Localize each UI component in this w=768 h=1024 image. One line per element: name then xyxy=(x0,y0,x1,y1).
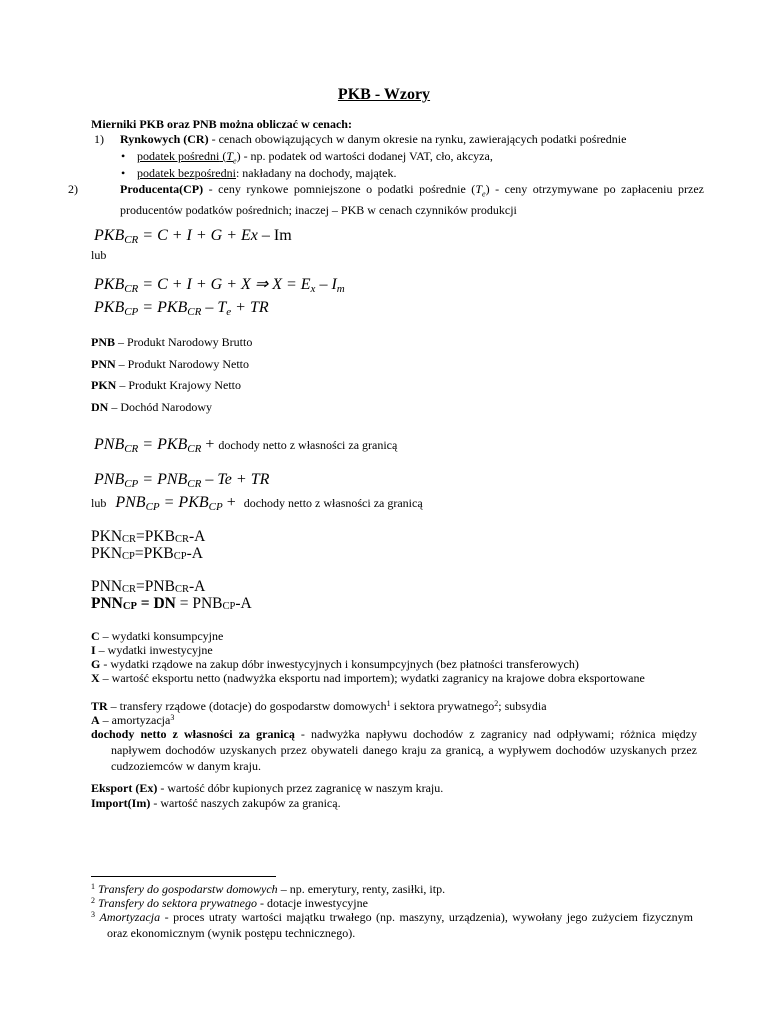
bullet-item: • podatek bezpośredni: nakładany na dochody, majątek. xyxy=(121,166,397,180)
glossary-x: X – wartość eksportu netto (nadwyżka eksportu nad importem); wydatki zagranicy na krajowe dobra eksportowane xyxy=(91,671,645,685)
bullet-icon: • xyxy=(121,166,126,180)
definition-pnb: PNB – Produkt Narodowy Brutto xyxy=(91,335,253,349)
formula-pnn-cr: $PNN_{CR}=PNB_{CR}-A$ xyxy=(91,578,206,595)
formula-pnb-cp: $PNB_{CP} = PNB_{CR} - Te$ + TR xyxy=(94,471,270,490)
formula-pkb-cr: $PKB_{CR} = C + I + G + Ex - Im$ xyxy=(94,227,292,246)
list-item-market-prices xyxy=(94,131,678,147)
glossary-a: A – amortyzacja$^3$ xyxy=(91,713,175,727)
definition-dn: DN – Dochód Narodowy xyxy=(91,400,212,414)
definition: - cenach obowiązujących w danym okresie na rynku, zawierających podatki pośrednie xyxy=(208,132,627,146)
glossary-c: C – wydatki konsumpcyjne xyxy=(91,629,224,643)
formula-pkb-cr-x: $PKB_{CR} = C + I + G + X$ ⇒ $X = E_x - I_m$ xyxy=(94,276,345,295)
bullet-icon: • xyxy=(121,149,126,163)
list-item-producer-prices: 2) Producenta(CP) - ceny rynkowe pomniejszone o podatki pośrednie $(T_e)$ - ceny otrzymywane po zapłaceniu przez producentów podatków pośrednich; inaczej – PKB w cenach czynników produkcji xyxy=(68,182,704,217)
definition-pkn: PKN – Produkt Krajowy Netto xyxy=(91,378,241,392)
bullet-item: • podatek pośredni $(T_e)$ - np. podatek od wartości dodanej VAT, cło, akcyza, xyxy=(121,149,493,166)
glossary-dochody-netto: dochody netto z własności za granicą - nadwyżka napływu dochodów z zagranicy nad odpływami; różnica między napływem dochodów uzyskanych przez obywateli danego kraju za granicą, a wypływem dochodów uzyskanych przez cudzoziemców w danym kraju. xyxy=(91,727,698,774)
page-title: PKB - Wzory xyxy=(337,86,431,103)
formula-pnb-cp-alt: lub $PNB_{CP} = PKB_{CP}$ + dochody netto z własności za granicą xyxy=(91,494,423,513)
footnote-separator xyxy=(91,876,276,877)
footnote-1: $^1$ Transfery do gospodarstw domowych – np. emerytury, renty, zasiłki, itp. xyxy=(91,882,446,896)
formula-pnn-cp-dn: $PNN_{CP}$ = DN = $PNB_{CP}-A$ xyxy=(91,595,252,612)
glossary-i: I – wydatki inwestycyjne xyxy=(91,643,213,657)
list-number: 1) xyxy=(94,132,104,146)
glossary-tr: TR – transfery rządowe (dotacje) do gospodarstw domowych$^1$ i sektora prywatnego$^2$; subsydia xyxy=(91,699,547,713)
glossary-import: Import(Im) - wartość naszych zakupów za granicą. xyxy=(91,796,341,810)
formula-pkb-cp: $PKB_{CP} = PKB_{CR} - T_e$ + TR xyxy=(94,299,269,318)
footnote-2: $^2$ Transfery do sektora prywatnego - dotacje inwestycyjne xyxy=(91,896,368,910)
glossary-eksport: Eksport (Ex) - wartość dóbr kupionych przez zagranicę w naszym kraju. xyxy=(91,781,444,795)
term: Producenta(CP) xyxy=(120,182,204,196)
glossary-g: G - wydatki rządowe na zakup dóbr inwestycyjnych i konsumpcyjnych (bez płatności transferowych) xyxy=(91,657,579,671)
formula-pnb-cr: $PNB_{CR} = PKB_{CR}$ + dochody netto z własności za granicą xyxy=(94,436,398,455)
formula-pkn-cr: $PKN_{CR}=PKB_{CR}-A$ xyxy=(91,528,206,545)
lub-text: lub xyxy=(91,248,107,262)
intro-heading: Mierniki PKB oraz PNB można obliczać w cenach: xyxy=(91,117,352,131)
term: Rynkowych (CR) xyxy=(120,132,209,146)
definition-pnn: PNN – Produkt Narodowy Netto xyxy=(91,357,249,371)
footnote-3: $^3$ Amortyzacja - proces utraty wartości majątku trwałego (np. maszyny, urządzenia), wywołany jego zużyciem fizycznym oraz ekonomicznym (wynik postępu technicznego). xyxy=(91,910,693,941)
formula-pkn-cp: $PKN_{CP}=PKB_{CP}-A$ xyxy=(91,545,203,562)
